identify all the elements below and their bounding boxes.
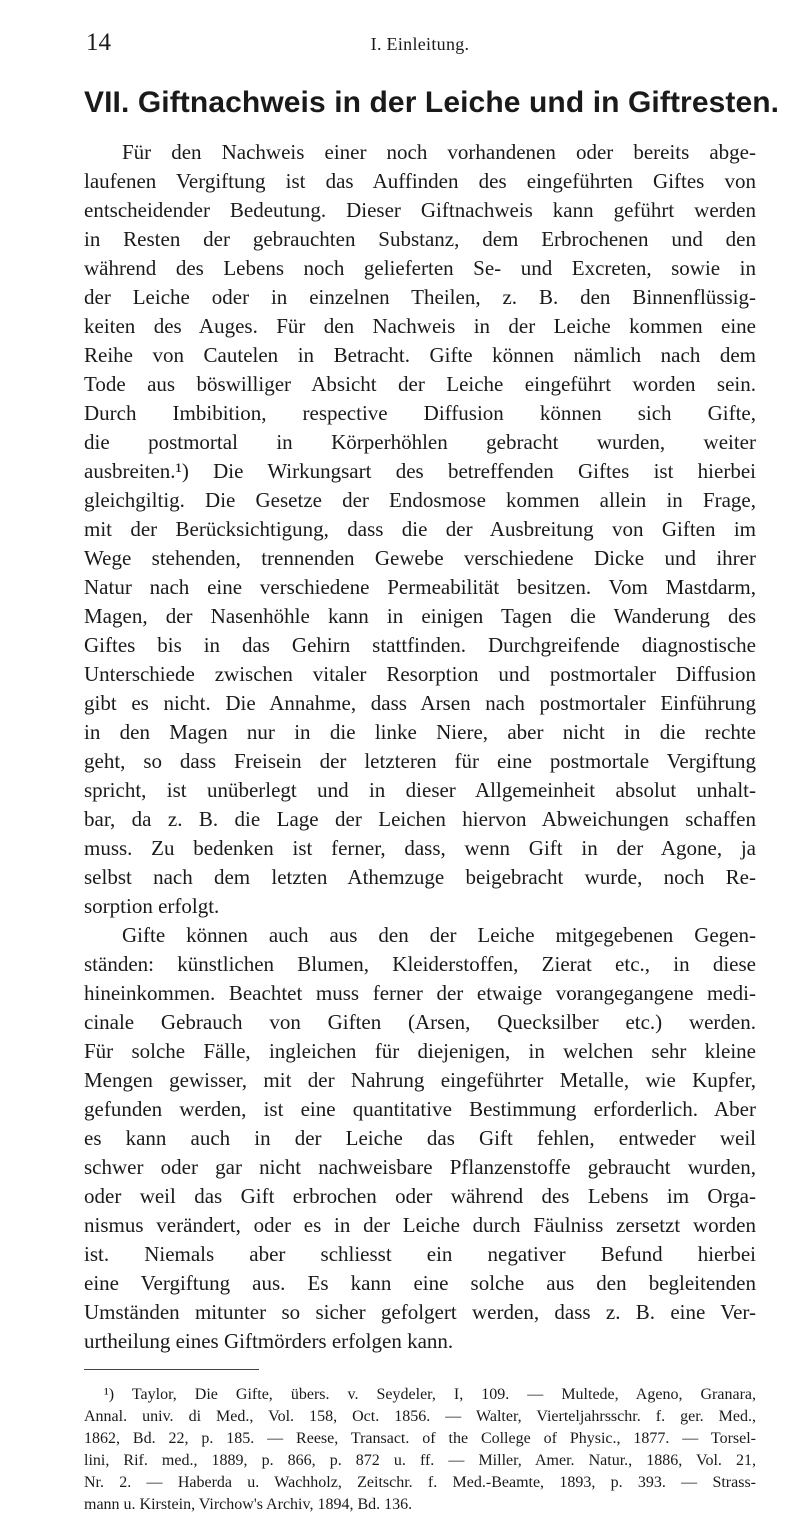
text-line: spricht, ist unüberlegt und in dieser Allgemeinheit absolut unhalt- [84, 778, 756, 802]
text-line: ausbreiten.¹) Die Wirkungsart des betreffenden Giftes ist hierbei [84, 459, 756, 483]
text-line: schwer oder gar nicht nachweisbare Pflanzenstoffe gebraucht wurden, [84, 1155, 756, 1179]
paragraph-1 [84, 138, 756, 921]
text-line: cinale Gebrauch von Giften (Arsen, Quecksilber etc.) werden. [84, 1010, 756, 1034]
text-line: Tode aus böswilliger Absicht der Leiche eingeführt worden sein. [84, 372, 756, 396]
footnote-line: mann u. Kirstein, Virchow's Archiv, 1894, Bd. 136. [84, 1496, 413, 1513]
text-line: Wege stehenden, trennenden Gewebe verschiedene Dicke und ihrer [84, 546, 756, 570]
text-line: eine Vergiftung aus. Es kann eine solche aus den begleitenden [84, 1271, 756, 1295]
text-line: Natur nach eine verschiedene Permeabilität besitzen. Vom Mastdarm, [84, 575, 756, 599]
text-line: Unterschiede zwischen vitaler Resorption und postmortaler Diffusion [84, 662, 756, 686]
text-line: in den Magen nur in die linke Niere, aber nicht in die rechte [84, 720, 756, 744]
text-line: geht, so dass Freisein der letzteren für eine postmortale Vergiftung [84, 749, 756, 773]
text-line: urtheilung eines Giftmörders erfolgen kann. [84, 1329, 454, 1353]
text-line: entscheidender Bedeutung. Dieser Giftnachweis kann geführt werden [84, 198, 756, 222]
text-line: Für solche Fälle, ingleichen für diejenigen, in welchen sehr kleine [84, 1039, 756, 1063]
text-line: der Leiche oder in einzelnen Theilen, z. B. den Binnenflüssig- [84, 285, 756, 309]
text-line: gefunden werden, ist eine quantitative Bestimmung erforderlich. Aber [84, 1097, 756, 1121]
text-line: Umständen mitunter so sicher gefolgert werden, dass z. B. eine Ver- [84, 1300, 756, 1324]
running-title: I. Einleitung. [370, 34, 470, 54]
text-line: während des Lebens noch gelieferten Se- und Excreten, sowie in [84, 256, 756, 280]
text-line: Gifte können auch aus den der Leiche mitgegebenen Gegen- [122, 923, 756, 947]
text-line: laufenen Vergiftung ist das Auffinden des eingeführten Giftes von [84, 169, 756, 193]
page-number: 14 [86, 29, 111, 56]
footnote-line: lini, Rif. med., 1889, p. 866, p. 872 u. ff. — Miller, Amer. Natur., 1886, Vol. 21, [84, 1452, 756, 1469]
text-line: ist. Niemals aber schliesst ein negativer Befund hierbei [84, 1242, 756, 1266]
footnotes [84, 1384, 756, 1516]
running-head [84, 0, 756, 58]
text-line: bar, da z. B. die Lage der Leichen hiervon Abweichungen schaffen [84, 807, 756, 831]
main-text [84, 138, 756, 1356]
text-line: sorption erfolgt. [84, 894, 220, 918]
text-line: ständen: künstlichen Blumen, Kleiderstoffen, Zierat etc., in diese [84, 952, 756, 976]
text-line: hineinkommen. Beachtet muss ferner der etwaige vorangegangene medi- [84, 981, 756, 1005]
text-line: Magen, der Nasenhöhle kann in einigen Tagen die Wanderung des [84, 604, 756, 628]
text-line: gleichgiltig. Die Gesetze der Endosmose kommen allein in Frage, [84, 488, 756, 512]
paragraph-2 [84, 921, 756, 1356]
text-line: Für den Nachweis einer noch vorhandenen oder bereits abge- [122, 140, 756, 164]
text-line: mit der Berücksichtigung, dass die der Ausbreitung von Giften im [84, 517, 756, 541]
text-line: es kann auch in der Leiche das Gift fehlen, entweder weil [84, 1126, 756, 1150]
text-line: muss. Zu bedenken ist ferner, dass, wenn Gift in der Agone, ja [84, 836, 756, 860]
footnote-divider [84, 1369, 259, 1370]
section-heading: VII. Giftnachweis in der Leiche und in Giftresten. [84, 86, 780, 119]
footnote-line: Nr. 2. — Haberda u. Wachholz, Zeitschr. f. Med.-Beamte, 1893, p. 393. — Strass- [84, 1474, 756, 1491]
text-line: Reihe von Cautelen in Betracht. Gifte können nämlich nach dem [84, 343, 756, 367]
text-line: nismus verändert, oder es in der Leiche durch Fäulniss zersetzt worden [84, 1213, 756, 1237]
text-line: gibt es nicht. Die Annahme, dass Arsen nach postmortaler Einführung [84, 691, 756, 715]
text-line: in Resten der gebrauchten Substanz, dem Erbrochenen und den [84, 227, 756, 251]
footnote-line: Annal. univ. di Med., Vol. 158, Oct. 1856. — Walter, Vierteljahrsschr. f. ger. Med., [84, 1408, 756, 1425]
text-line: keiten des Auges. Für den Nachweis in der Leiche kommen eine [84, 314, 756, 338]
text-line: Durch Imbibition, respective Diffusion können sich Gifte, [84, 401, 756, 425]
text-line: selbst nach dem letzten Athemzuge beigebracht wurde, noch Re- [84, 865, 756, 889]
text-line: Mengen gewisser, mit der Nahrung eingeführter Metalle, wie Kupfer, [84, 1068, 756, 1092]
text-line: Giftes bis in das Gehirn stattfinden. Durchgreifende diagnostische [84, 633, 756, 657]
text-line: die postmortal in Körperhöhlen gebracht wurden, weiter [84, 430, 756, 454]
text-line: oder weil das Gift erbrochen oder während des Lebens im Orga- [84, 1184, 756, 1208]
footnote-line: ¹) Taylor, Die Gifte, übers. v. Seydeler, I, 109. — Multede, Ageno, Granara, [104, 1386, 756, 1403]
footnote-line: 1862, Bd. 22, p. 185. — Reese, Transact. of the College of Physic., 1877. — Torsel- [84, 1430, 756, 1447]
